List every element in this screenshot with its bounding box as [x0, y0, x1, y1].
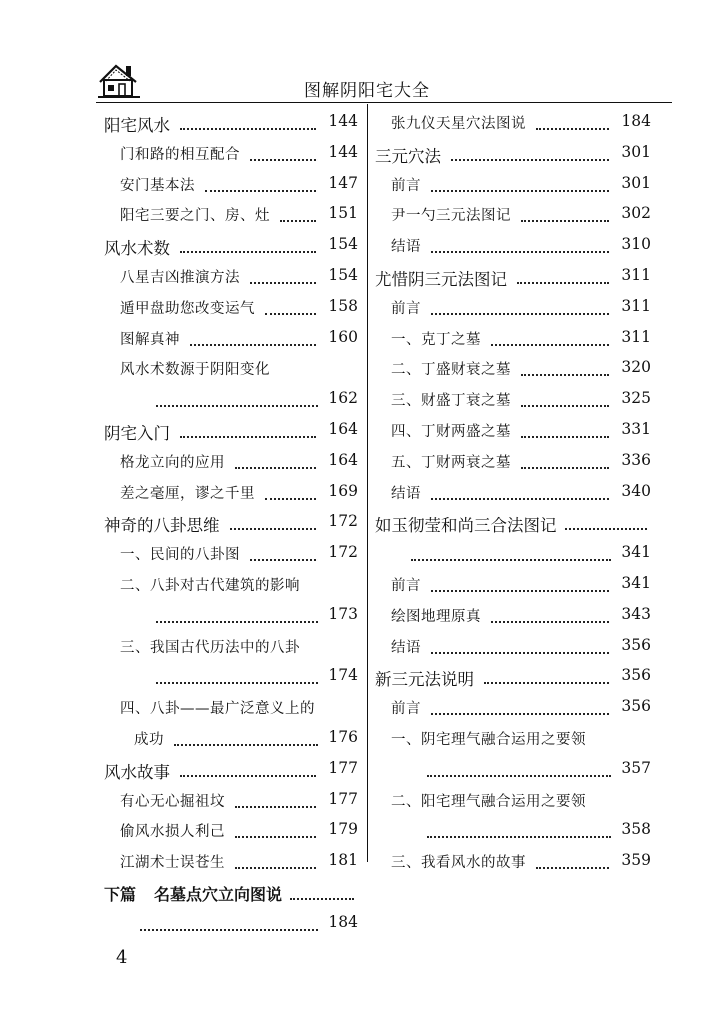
leader-dots	[484, 666, 609, 684]
toc-page-number: 144	[328, 142, 358, 161]
toc-entry-title: 有心无心掘祖坟	[120, 793, 225, 810]
leader-dots	[521, 358, 609, 376]
toc-entry-continuation	[104, 389, 358, 417]
toc-page-number: 173	[328, 604, 358, 623]
leader-dots	[156, 605, 318, 623]
toc-page-number: 151	[328, 204, 358, 223]
toc-page-number: 176	[328, 728, 358, 746]
leader-dots	[431, 482, 609, 500]
toc-page-number: 302	[621, 204, 651, 223]
toc-entry-title: 结语	[391, 639, 421, 656]
toc-entry-title: 二、丁盛财衰之墓	[391, 362, 511, 379]
toc-entry	[104, 328, 358, 356]
leader-dots	[491, 605, 609, 623]
toc-page-number: 301	[621, 142, 651, 161]
toc-entry-title: 二、八卦对古代建筑的影响	[120, 578, 300, 594]
leader-dots	[517, 266, 609, 284]
toc-entry	[104, 512, 358, 540]
leader-dots	[190, 328, 316, 346]
toc-entry	[375, 728, 651, 756]
leader-dots	[565, 512, 647, 530]
leader-dots	[521, 420, 609, 438]
leader-dots	[180, 420, 316, 438]
toc-entry	[104, 358, 358, 386]
toc-entry	[104, 543, 358, 571]
toc-entry-title: 结语	[391, 485, 421, 502]
toc-entry	[104, 636, 358, 664]
toc-entry	[104, 574, 358, 602]
toc-page-number: 340	[621, 481, 651, 500]
leader-dots	[451, 143, 609, 161]
toc-entry-title-cont: 成功	[134, 732, 164, 748]
toc-entry-title: 结语	[391, 239, 421, 256]
toc-page-number: 311	[621, 266, 651, 284]
toc-entry-title: 绘图地理原真	[391, 608, 481, 625]
toc-entry	[104, 235, 358, 263]
toc-page-number: 311	[621, 327, 651, 346]
leader-dots	[491, 328, 609, 346]
toc-page-number: 358	[621, 820, 651, 839]
toc-entry	[375, 482, 651, 510]
toc-entry	[375, 235, 651, 263]
toc-entry	[375, 790, 651, 818]
leader-dots	[140, 913, 318, 931]
toc-entry-title: 一、民间的八卦图	[120, 547, 240, 564]
toc-page-number: 172	[328, 543, 358, 562]
toc-page-number: 162	[328, 389, 358, 408]
leader-dots	[536, 851, 609, 869]
toc-entry	[375, 666, 651, 694]
toc-entry-title: 四、丁财两盛之墓	[391, 424, 511, 440]
toc-entry-continuation	[104, 605, 358, 633]
leader-dots	[431, 636, 609, 654]
toc-entry-title: 图解真神	[120, 331, 180, 348]
toc-entry-title: 偷风水损人利己	[120, 824, 225, 841]
toc-entry	[104, 297, 358, 325]
toc-entry	[104, 820, 358, 848]
toc-entry	[375, 389, 651, 417]
toc-entry-continuation	[104, 913, 358, 941]
leader-dots	[180, 235, 316, 253]
toc-page-number: 336	[621, 450, 651, 469]
toc-entry-title: 阳宅三要之门、房、灶	[120, 208, 270, 225]
toc-page-number: 164	[328, 450, 358, 469]
toc-entry-continuation	[375, 543, 651, 571]
toc-entry	[375, 204, 651, 232]
toc-entry	[104, 112, 358, 140]
toc-page-number: 320	[621, 358, 651, 377]
leader-dots	[235, 851, 316, 869]
toc-entry	[375, 420, 651, 448]
toc-page-number: 174	[328, 666, 358, 685]
toc-entry	[375, 174, 651, 202]
toc-page-number: 160	[328, 327, 358, 346]
leader-dots	[427, 820, 611, 838]
toc-entry	[375, 112, 651, 140]
leader-dots	[180, 112, 316, 130]
toc-entry-continuation	[104, 728, 358, 756]
toc-entry	[104, 420, 358, 448]
toc-page-number: 172	[328, 512, 358, 531]
running-header	[96, 60, 672, 104]
leader-dots	[156, 666, 318, 684]
toc-entry-title: 前言	[391, 701, 421, 718]
leader-dots	[250, 266, 316, 284]
toc-page-number: 169	[328, 481, 358, 500]
toc-entry	[375, 636, 651, 664]
toc-entry-title: 八星吉凶推演方法	[120, 270, 240, 286]
toc-page-number: 341	[621, 543, 651, 562]
toc-entry-title: 四、八卦——最广泛意义上的	[120, 701, 315, 718]
leader-dots	[431, 574, 609, 592]
leader-dots	[250, 543, 316, 561]
toc-entry-title: 门和路的相互配合	[120, 146, 240, 163]
toc-entry-title: 三、我看风水的故事	[391, 855, 526, 872]
toc-entry	[375, 605, 651, 633]
toc-entry-title: 风水术数源于阴阳变化	[120, 362, 270, 379]
leader-dots	[235, 790, 316, 808]
toc-entry-title: 风水故事	[104, 762, 170, 782]
toc-entry-title: 前言	[391, 578, 421, 594]
house-icon	[96, 60, 144, 100]
toc-entry-continuation	[104, 666, 358, 694]
toc-page-number: 343	[621, 604, 651, 623]
toc-page-number: 179	[328, 820, 358, 839]
leader-dots	[265, 297, 316, 315]
leader-dots	[205, 174, 316, 192]
toc-entry-title	[104, 882, 282, 905]
book-title: 图解阴阳宅大全	[304, 81, 430, 101]
toc-page-number: 331	[621, 420, 651, 438]
page-number: 4	[116, 947, 128, 968]
toc-entry-title: 前言	[391, 300, 421, 317]
header-rule	[96, 102, 672, 103]
leader-dots	[411, 543, 611, 561]
toc-entry	[104, 697, 358, 725]
leader-dots	[290, 882, 354, 900]
toc-entry-title: 安门基本法	[120, 177, 195, 194]
leader-dots	[431, 174, 609, 192]
toc-page-number: 154	[328, 266, 358, 284]
leader-dots	[174, 728, 318, 746]
toc-entry-title: 阴宅入门	[104, 424, 170, 443]
toc-page-number: 154	[328, 235, 358, 254]
toc-entry-title: 尹一勺三元法图记	[391, 208, 511, 225]
toc-entry	[104, 851, 358, 879]
toc-page-number: 181	[328, 851, 358, 870]
toc-page-number: 311	[621, 296, 651, 315]
toc-page-number: 184	[328, 912, 358, 931]
leader-dots	[536, 112, 609, 130]
leader-dots	[427, 759, 611, 777]
toc-entry	[104, 759, 358, 787]
column-divider	[367, 104, 368, 862]
toc-page-number: 310	[621, 235, 651, 254]
toc-entry	[375, 451, 651, 479]
toc-page-number: 356	[621, 635, 651, 654]
toc-page-number: 356	[621, 697, 651, 716]
toc-entry	[104, 482, 358, 510]
toc-page-number: 356	[621, 666, 651, 685]
toc-entry	[104, 882, 358, 910]
toc-page-number: 144	[328, 112, 358, 130]
toc-entry-title: 差之毫厘，谬之千里	[120, 485, 255, 502]
toc-entry-title: 五、丁财两衰之墓	[391, 454, 511, 471]
leader-dots	[235, 451, 316, 469]
toc-entry-title: 神奇的八卦思维	[104, 516, 220, 536]
toc-page-number: 177	[328, 789, 358, 808]
toc-entry-title: 张九仪天星穴法图说	[391, 116, 526, 132]
part-label: 下篇	[104, 885, 137, 904]
toc-entry-title: 遁甲盘助您改变运气	[120, 300, 255, 317]
toc-entry-title: 二、阳宅理气融合运用之要领	[391, 793, 586, 810]
toc-entry	[104, 451, 358, 479]
leader-dots	[235, 820, 316, 838]
toc-entry-title: 一、阴宅理气融合运用之要领	[391, 732, 586, 748]
toc-entry	[375, 328, 651, 356]
leader-dots	[180, 759, 316, 777]
leader-dots	[521, 389, 609, 407]
leader-dots	[431, 697, 609, 715]
leader-dots	[250, 143, 316, 161]
leader-dots	[230, 512, 316, 530]
toc-entry-title: 如玉彻莹和尚三合法图记	[375, 516, 557, 536]
toc-entry	[375, 574, 651, 602]
toc-entry-continuation	[375, 759, 651, 787]
toc-page-number: 341	[621, 574, 651, 592]
toc-page-number: 359	[621, 851, 651, 870]
leader-dots	[265, 482, 316, 500]
toc-entry	[104, 790, 358, 818]
part-title: 名墓点穴立向图说	[154, 885, 283, 904]
toc-entry-title: 风水术数	[104, 239, 170, 259]
toc-entry-title: 尤惜阴三元法图记	[375, 270, 507, 289]
toc-entry	[104, 266, 358, 294]
toc-entry-title: 格龙立向的应用	[120, 454, 225, 471]
toc-entry-title: 三、我国古代历法中的八卦	[120, 639, 300, 656]
leader-dots	[431, 235, 609, 253]
toc-entry-title: 江湖术士误苍生	[120, 855, 225, 872]
leader-dots	[521, 204, 609, 222]
toc-page-number: 177	[328, 758, 358, 777]
toc-entry	[375, 297, 651, 325]
toc-page-number: 325	[621, 389, 651, 408]
toc-entry	[375, 697, 651, 725]
toc-entry	[104, 143, 358, 171]
leader-dots	[431, 297, 609, 315]
toc-page-number: 164	[328, 420, 358, 438]
toc-entry-title: 一、克丁之墓	[391, 331, 481, 348]
toc-entry-title: 阳宅风水	[104, 116, 170, 135]
toc-entry-continuation	[375, 820, 651, 848]
toc-page-number: 357	[621, 758, 651, 777]
toc-entry	[104, 204, 358, 232]
toc-page-number: 158	[328, 296, 358, 315]
toc-entry	[104, 174, 358, 202]
toc-entry-title: 新三元法说明	[375, 670, 474, 690]
toc-entry	[375, 358, 651, 386]
toc-entry-title: 三元穴法	[375, 146, 441, 166]
toc-entry-title: 前言	[391, 177, 421, 194]
toc-entry	[375, 512, 651, 540]
leader-dots	[156, 389, 318, 407]
leader-dots	[280, 204, 316, 222]
toc-page-number: 301	[621, 173, 651, 192]
leader-dots	[521, 451, 609, 469]
toc-entry	[375, 143, 651, 171]
toc-entry	[375, 851, 651, 879]
toc-entry	[375, 266, 651, 294]
toc-entry-title: 三、财盛丁衰之墓	[391, 393, 511, 410]
toc-page-number: 184	[621, 112, 651, 130]
toc-page-number: 147	[328, 173, 358, 192]
